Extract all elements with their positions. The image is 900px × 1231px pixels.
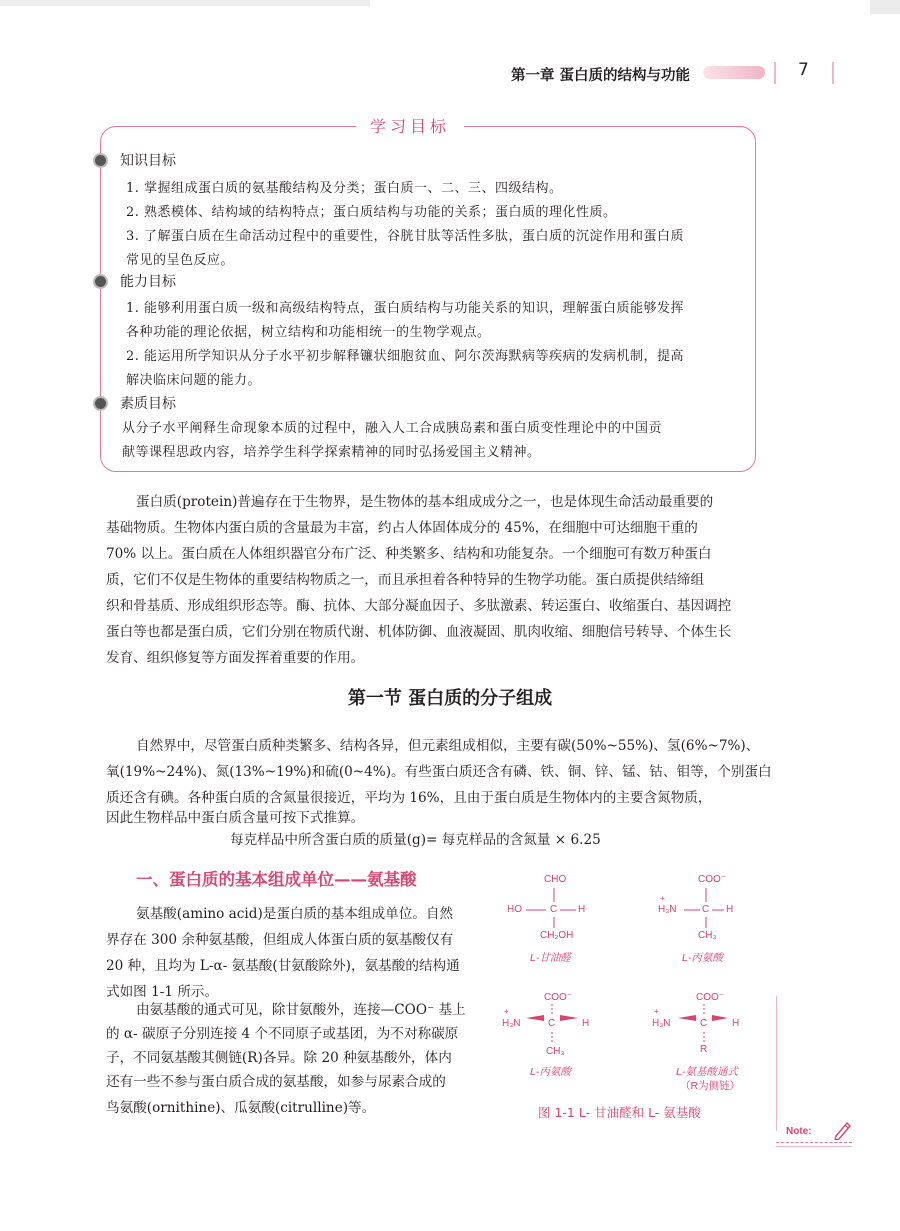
- mol-bottom-group: CH₂OH: [540, 930, 574, 941]
- amino-acid-line: 鸟氨酸(ornithine)、瓜氨酸(citrulline)等。: [106, 1100, 376, 1116]
- amino-acid-line: 子，不同氨基酸其侧链(R)各异。除 20 种氨基酸外，体内: [106, 1050, 452, 1066]
- note-rule: [776, 1146, 852, 1147]
- section-title: 第一节 蛋白质的分子组成: [347, 688, 553, 709]
- section-line: 氧(19%~24%)、氮(13%~19%)和硫(0~4%)。有些蛋白质还含有磷、铁、铜、锌、锰、钴、钼等，个别蛋白: [106, 764, 772, 780]
- protein-formula: 每克样品中所含蛋白质的质量(g)= 每克样品的含氮量 × 6.25: [230, 832, 601, 848]
- header-divider: [774, 62, 776, 84]
- header-divider: [832, 62, 834, 84]
- knowledge-line: 2. 熟悉模体、结构域的结构特点；蛋白质结构与功能的关系；蛋白质的理化性质。: [126, 205, 617, 220]
- mol-wedge-bonds: [500, 988, 610, 1068]
- mol-right-group: H: [726, 904, 734, 915]
- objectives-title: 学习目标: [356, 114, 464, 137]
- amino-acid-line: 20 种，且均为 L-α- 氨基酸(甘氨酸除外)，氨基酸的结构通: [106, 958, 460, 974]
- intro-line: 70% 以上。蛋白质在人体组织器官分布广泛、种类繁多、结构和功能复杂。一个细胞可有数万种蛋白: [106, 546, 712, 562]
- ability-line: 各种功能的理论依据，树立结构和功能相统一的生物学观点。: [126, 325, 491, 340]
- quality-line: 献等课程思政内容，培养学生科学探索精神的同时弘扬爱国主义精神。: [122, 445, 541, 460]
- section-line: 自然界中，尽管蛋白质种类繁多、结构各异，但元素组成相似，主要有碳(50%~55%)、氢(6%~7%)、: [136, 738, 760, 754]
- top-decor-bar: [0, 0, 370, 6]
- amino-acid-line: 式如图 1-1 所示。: [106, 984, 219, 1000]
- mol-right-group: H: [582, 1018, 590, 1029]
- intro-line: 蛋白质(protein)普遍存在于生物界，是生物体的基本组成成分之一，也是体现生命活动最重要的: [136, 494, 714, 510]
- mol-name-note: （R为侧链）: [680, 1080, 741, 1092]
- mol-wedge-bonds: [650, 988, 760, 1068]
- note-rule: [776, 1142, 852, 1143]
- page-number: 7: [798, 60, 809, 80]
- mol-right-group: H: [732, 1018, 740, 1029]
- bullet-dot-icon: [95, 398, 106, 409]
- mol-name: L-氨基酸通式: [676, 1066, 738, 1078]
- section-line: 因此生物样品中蛋白质含量可按下式推算。: [106, 810, 365, 826]
- amino-acid-line: 还有一些不参与蛋白质合成的氨基酸，如参与尿素合成的: [106, 1074, 446, 1090]
- mol-center-atom: C: [700, 1018, 708, 1029]
- plus-charge-icon: +: [654, 1007, 659, 1016]
- mol-top-group: COO⁻: [696, 992, 725, 1003]
- intro-line: 质，它们不仅是生物体的重要结构物质之一，而且承担着各种特异的生物学功能。蛋白质提供结缔组: [106, 572, 705, 588]
- plus-charge-icon: +: [660, 894, 665, 903]
- mol-top-group: CHO: [544, 874, 567, 885]
- amino-acid-line: 氨基酸(amino acid)是蛋白质的基本组成单位。自然: [136, 906, 454, 922]
- mol-left-group: HO: [507, 904, 522, 915]
- bullet-dot-icon: [95, 276, 106, 287]
- intro-line: 基础物质。生物体内蛋白质的含量最为丰富，约占人体固体成分的 45%，在细胞中可达细胞干重的: [106, 520, 698, 536]
- knowledge-line: 常见的呈色反应。: [126, 253, 235, 268]
- mol-bottom-group: R: [700, 1044, 708, 1055]
- mol-bottom-group: CH₃: [698, 930, 717, 941]
- mol-bottom-group: CH₃: [546, 1046, 565, 1057]
- amino-acid-line: 由氨基酸的通式可见，除甘氨酸外，连接—COO⁻ 基上: [136, 1002, 466, 1018]
- figure-caption: 图 1-1 L- 甘油醛和 L- 氨基酸: [538, 1105, 701, 1120]
- mol-center-atom: C: [548, 1018, 556, 1029]
- quality-line: 从分子水平阐释生命现象本质的过程中，融入人工合成胰岛素和蛋白质变性理论中的中国贡: [122, 421, 663, 436]
- mol-name: L-丙氨酸: [682, 952, 723, 964]
- ability-line: 1. 能够利用蛋白质一级和高级结构特点，蛋白质结构与功能关系的知识，理解蛋白质能够发挥: [126, 301, 685, 316]
- intro-line: 蛋白等也都是蛋白质，它们分别在物质代谢、机体防御、血液凝固、肌肉收缩、细胞信号转导、个体生长: [106, 624, 732, 640]
- knowledge-line: 1. 掌握组成蛋白质的氨基酸结构及分类；蛋白质一、二、三、四级结构。: [126, 181, 563, 196]
- section-line: 质还含有碘。各种蛋白质的含氮量很接近，平均为 16%，且由于蛋白质是生物体内的主要含氮物质，: [106, 790, 712, 806]
- header-pill-decor: [703, 66, 765, 79]
- knowledge-line: 3. 了解蛋白质在生命活动过程中的重要性，谷胱甘肽等活性多肽，蛋白质的沉淀作用和蛋白质: [126, 229, 685, 244]
- knowledge-heading: 知识目标: [120, 153, 176, 169]
- mol-left-group: H₃N: [658, 904, 677, 915]
- page-header: [0, 58, 900, 88]
- ability-line: 解决临床问题的能力。: [126, 373, 262, 388]
- mol-name: L-丙氨酸: [530, 1066, 571, 1078]
- pencil-icon: [832, 1118, 852, 1140]
- mol-top-group: COO⁻: [544, 992, 573, 1003]
- intro-line: 发育、组织修复等方面发挥着重要的作用。: [106, 650, 365, 666]
- mol-top-group: COO⁻: [698, 874, 727, 885]
- note-margin-line: [776, 996, 777, 1131]
- amino-acid-line: 界存在 300 余种氨基酸，但组成人体蛋白质的氨基酸仅有: [106, 932, 454, 948]
- mol-bonds: [650, 868, 760, 948]
- chapter-title: 第一章 蛋白质的结构与功能: [510, 68, 690, 84]
- mol-center-atom: C: [702, 904, 710, 915]
- mol-right-group: H: [578, 904, 586, 915]
- ability-line: 2. 能运用所学知识从分子水平初步解释镰状细胞贫血、阿尔茨海默病等疾病的发病机制，提高: [126, 349, 685, 364]
- bullet-dot-icon: [95, 155, 106, 166]
- plus-charge-icon: +: [504, 1007, 509, 1016]
- figure-1-1: [500, 868, 790, 1128]
- top-corner-decor: [870, 0, 900, 14]
- quality-heading: 素质目标: [120, 396, 176, 412]
- amino-acid-line: 的 α- 碳原子分别连接 4 个不同原子或基团，为不对称碳原: [106, 1026, 459, 1042]
- mol-left-group: H₃N: [652, 1018, 671, 1029]
- subsection-title: 一、蛋白质的基本组成单位——氨基酸: [136, 870, 417, 889]
- note-label: Note:: [786, 1126, 812, 1137]
- intro-line: 织和骨基质、形成组织形态等。酶、抗体、大部分凝血因子、多肽激素、转运蛋白、收缩蛋白、基因调控: [106, 598, 732, 614]
- mol-name: L-甘油醛: [530, 952, 571, 964]
- ability-heading: 能力目标: [120, 274, 176, 290]
- mol-center-atom: C: [550, 904, 558, 915]
- mol-bonds: [500, 868, 610, 948]
- mol-left-group: H₃N: [502, 1018, 521, 1029]
